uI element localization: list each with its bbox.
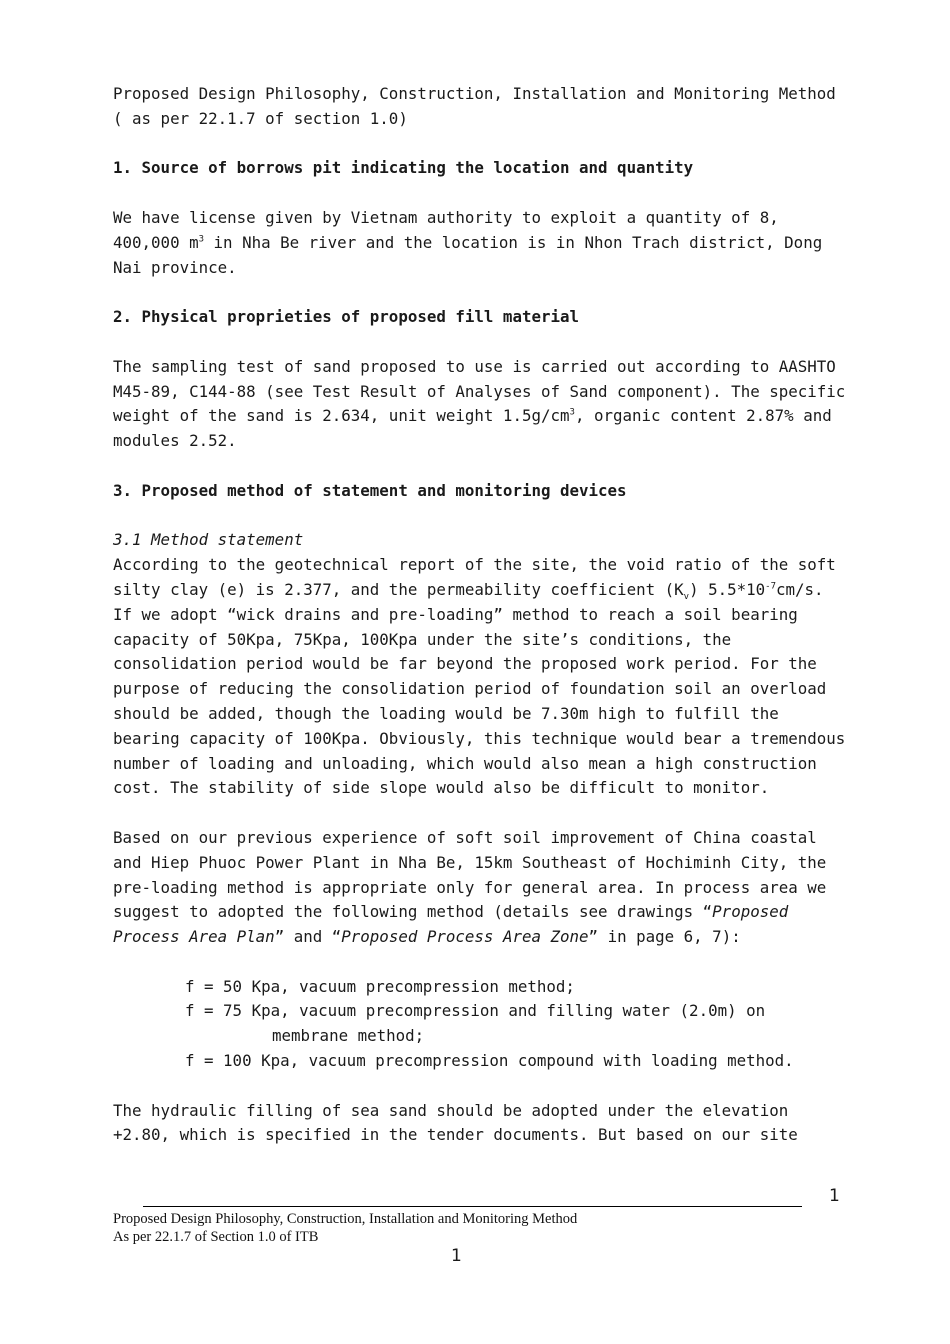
footer-line-1: Proposed Design Philosophy, Construction, Installation and Monitoring Method [113,1211,578,1227]
document-body [113,82,848,1148]
section-3-heading: 3. Proposed method of statement and monitoring devices [113,480,627,500]
footer-line-2: As per 22.1.7 of Section 1.0 of ITB [113,1229,319,1245]
section-2-paragraph: The sampling test of sand proposed to use is carried out according to AASHTO M45-89, C144-88 (see Test Result of Analyses of Sand component). The specific weight of the sand is 2.634, unit weight $1.5g/cm^3$, organic content 2.87% and modules 2.52. [113,356,846,451]
hydraulic-filling-paragraph: The hydraulic filling of sea sand should be adopted under the elevation +2.80, which is specified in the tender documents. But based on our site [113,1100,798,1145]
method-item-75kpa: f = 75 Kpa, vacuum precompression and filling water (2.0m) on [185,1001,766,1021]
document-title-line-2: ( as per 22.1.7 of section 1.0) [113,108,408,128]
footer-divider [143,1206,802,1207]
section-1-heading: 1. Source of borrows pit indicating the location and quantity [113,158,694,178]
document-title-line-1: Proposed Design Philosophy, Construction, Installation and Monitoring Method [113,84,836,103]
page-number: 1 [829,1186,840,1206]
section-1-paragraph: We have license given by Vietnam authority to exploit a quantity of 8, 400,000 $m^3$ in Nha Be river and the location is in Nhon Trach district, Dong Nai province. [113,207,823,277]
method-statement-paragraph-2: Based on our previous experience of soft soil improvement of China coastal and Hiep Phuoc Power Plant in Nha Be, 15km Southeast of Hochiminh City, the pre-loading method is appropriate only for general area. In process area we suggest to adopted the following method (details see drawings “Proposed Process Area Plan” and “Proposed Process Area Zone” in page 6, 7): [113,827,827,947]
method-item-50kpa: f = 50 Kpa, vacuum precompression method; [185,976,575,996]
section-3-1-subheading: 3.1 Method statement [113,530,304,550]
page-number-bottom: 1 [451,1246,462,1266]
section-2-heading: 2. Physical proprieties of proposed fill material [113,307,580,327]
method-item-75kpa-continued: membrane method; [272,1026,425,1046]
method-list [113,975,848,1074]
method-statement-paragraph-1: According to the geotechnical report of the site, the void ratio of the soft silty clay (e) is 2.377, and the permeability coefficient $(K_v)$ $5.5*10^{-7}cm/s$. If we adopt “wick drains and pre-loading” method to reach a soil bearing capacity of 50Kpa, 75Kpa, 100Kpa under the site’s conditions, the consolidation period would be far beyond the proposed work period. For the purpose of reducing the consolidation period of foundation soil an overload should be added, though the loading would be 7.30m high to fulfill the bearing capacity of 100Kpa. Obviously, this technique would bear a tremendous number of loading and unloading, which would also mean a high construction cost. The stability of side slope would also be difficult to monitor. [113,555,846,798]
footer [113,1210,577,1246]
method-item-100kpa: f = 100 Kpa, vacuum precompression compound with loading method. [185,1051,794,1071]
